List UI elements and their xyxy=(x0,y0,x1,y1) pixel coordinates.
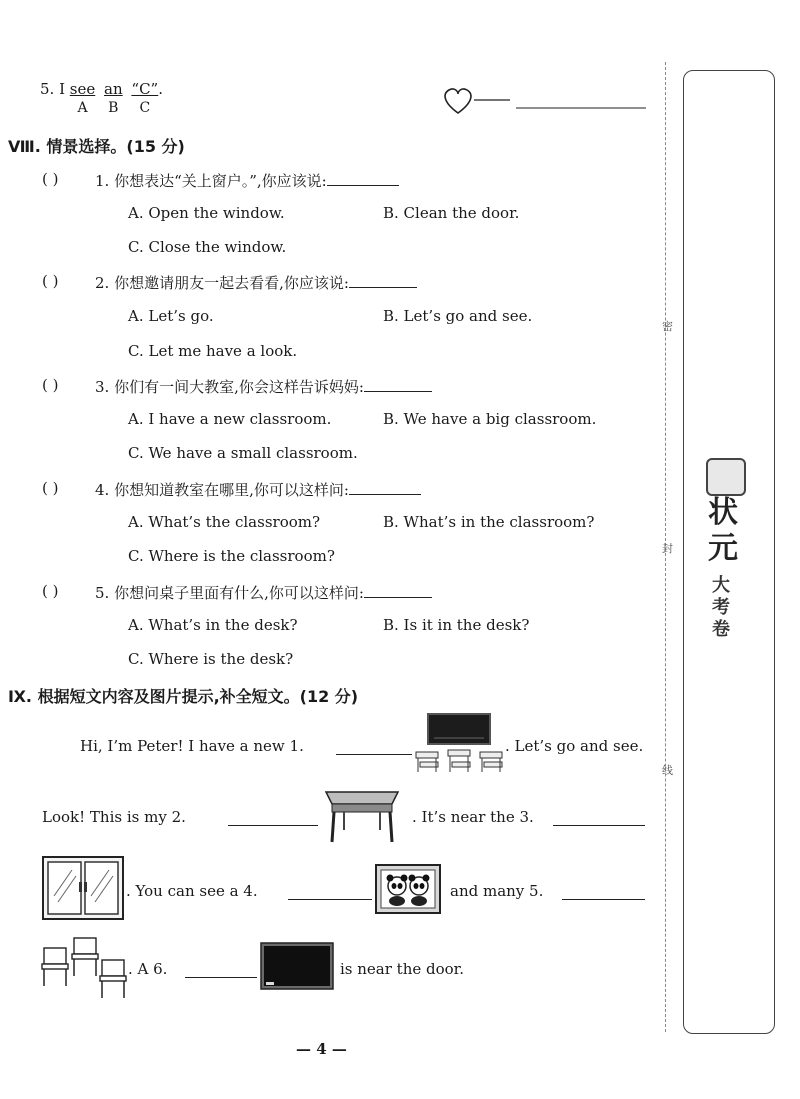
q5-word-b: an xyxy=(104,80,123,98)
section-9-title: Ⅸ. 根据短文内容及图片提示,补全短文。(12 分) xyxy=(8,687,359,706)
passage-line-3b: and many 5. xyxy=(450,882,544,900)
option-1c: C. Close the window. xyxy=(128,238,287,256)
answer-paren-5[interactable]: ( ) xyxy=(42,582,59,600)
passage-line-4b: is near the door. xyxy=(340,960,464,978)
q5-label-a: A xyxy=(77,100,88,116)
page-number: — 4 — xyxy=(296,1040,347,1058)
option-5b: B. Is it in the desk? xyxy=(383,616,530,634)
answer-paren-1[interactable]: ( ) xyxy=(42,170,59,188)
passage-line-1a: Hi, I’m Peter! I have a new 1. xyxy=(80,737,304,755)
passage-line-4a: . A 6. xyxy=(128,960,168,978)
question-2-text: 2. 你想邀请朋友一起去看看,你应该说: xyxy=(95,274,349,292)
question-4 xyxy=(95,479,421,500)
seal-char-3: 线 xyxy=(662,764,673,777)
q5-label-b: B xyxy=(108,100,119,116)
passage-blank-2[interactable] xyxy=(228,808,318,826)
answer-paren-2[interactable]: ( ) xyxy=(42,272,59,290)
q5-line: 5. I see A $\frac{an}{B}$ $\frac{“C”}{C}$ . xyxy=(40,80,164,116)
q5-label-c: C xyxy=(139,100,151,116)
question-1-blank[interactable] xyxy=(327,171,399,186)
option-4a: A. What’s the classroom? xyxy=(128,513,321,531)
section-8-title: Ⅷ. 情景选择。(15 分) xyxy=(8,137,185,156)
heart-icon xyxy=(445,89,471,113)
passage-blank-5[interactable] xyxy=(562,882,645,900)
option-1b: B. Clean the door. xyxy=(383,204,520,222)
answer-paren-4[interactable]: ( ) xyxy=(42,479,59,497)
desk-icon xyxy=(322,786,402,844)
question-3 xyxy=(95,376,432,397)
option-4b: B. What’s in the classroom? xyxy=(383,513,595,531)
classroom-icon xyxy=(414,712,504,774)
option-3a: A. I have a new classroom. xyxy=(128,410,332,428)
question-4-text: 4. 你想知道教室在哪里,你可以这样问: xyxy=(95,481,349,499)
question-2 xyxy=(95,272,417,293)
passage-blank-6[interactable] xyxy=(185,960,257,978)
window-icon xyxy=(42,856,124,920)
option-3c: C. We have a small classroom. xyxy=(128,444,358,462)
option-3b: B. We have a big classroom. xyxy=(383,410,597,428)
brand-title: 状元 xyxy=(708,495,738,566)
brand-logo-icon xyxy=(706,458,746,496)
question-2-blank[interactable] xyxy=(349,273,417,288)
passage-line-1b: . Let’s go and see. xyxy=(505,737,644,755)
seal-char-2: 封 xyxy=(662,542,673,555)
q5-word-a: see xyxy=(69,80,96,98)
question-3-blank[interactable] xyxy=(364,377,432,392)
seal-char-1: 密 xyxy=(662,320,673,333)
passage-blank-4[interactable] xyxy=(288,882,372,900)
panda-picture-icon xyxy=(375,864,441,914)
question-5-text: 5. 你想问桌子里面有什么,你可以这样问: xyxy=(95,584,364,602)
q5-word-c: “C” xyxy=(131,80,159,98)
question-5-blank[interactable] xyxy=(364,583,432,598)
question-3-text: 3. 你们有一间大教室,你会这样告诉妈妈: xyxy=(95,378,364,396)
passage-line-3a: . You can see a 4. xyxy=(126,882,258,900)
option-4c: C. Where is the classroom? xyxy=(128,547,335,565)
option-2b: B. Let’s go and see. xyxy=(383,307,533,325)
question-1 xyxy=(95,170,399,191)
passage-line-2b: . It’s near the 3. xyxy=(412,808,534,826)
question-4-blank[interactable] xyxy=(349,480,421,495)
question-1-text: 1. 你想表达“关上窗户。”,你应该说: xyxy=(95,172,327,190)
question-5 xyxy=(95,582,432,603)
option-5a: A. What’s in the desk? xyxy=(128,616,298,634)
passage-blank-3[interactable] xyxy=(553,808,645,826)
option-5c: C. Where is the desk? xyxy=(128,650,294,668)
heart-answer-area xyxy=(442,86,648,116)
answer-paren-3[interactable]: ( ) xyxy=(42,376,59,394)
passage-line-2a: Look! This is my 2. xyxy=(42,808,186,826)
q5-period: . xyxy=(158,80,164,98)
option-1a: A. Open the window. xyxy=(128,204,285,222)
passage-blank-1[interactable] xyxy=(336,737,412,755)
option-2c: C. Let me have a look. xyxy=(128,342,298,360)
chairs-icon xyxy=(40,934,130,1000)
option-2a: A. Let’s go. xyxy=(128,307,214,325)
brand-subtitle: 大考卷 xyxy=(712,575,730,640)
blackboard-icon xyxy=(260,942,334,990)
